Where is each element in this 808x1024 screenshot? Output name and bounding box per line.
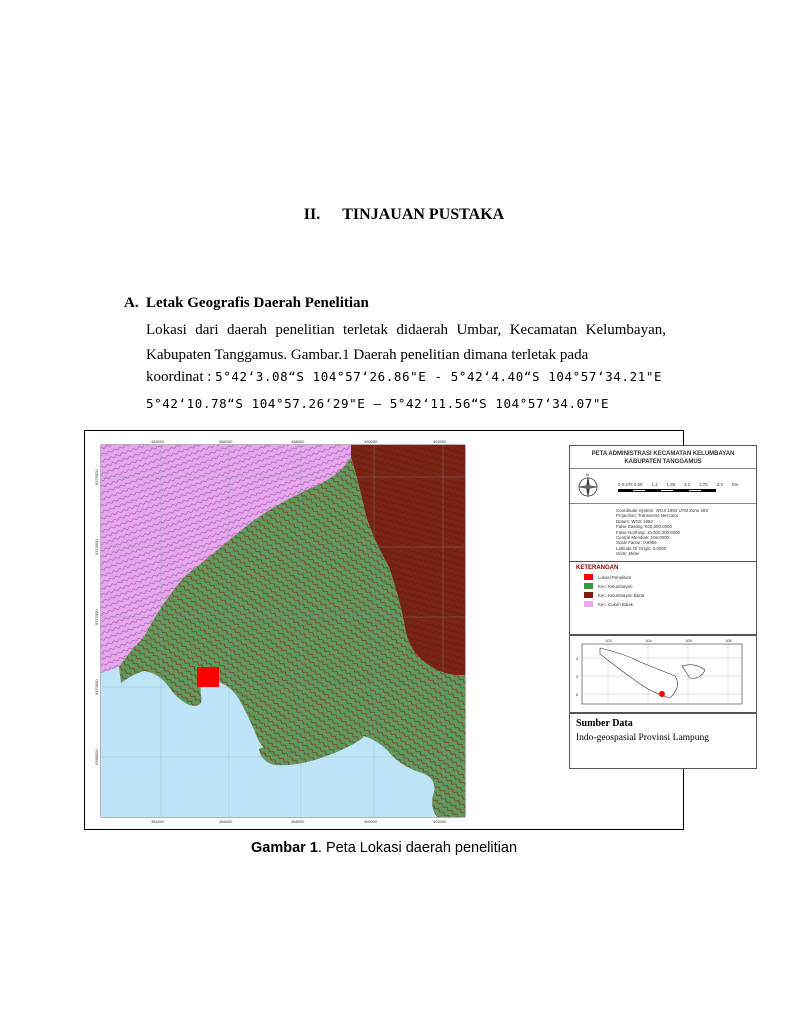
inset-lon-3: 105 (685, 638, 692, 643)
inset-lat-2: 5 (576, 674, 579, 679)
legend-item-2 (584, 583, 756, 589)
x-tick-top-1: 484000 (151, 439, 165, 444)
legend-item-1 (584, 574, 756, 580)
compass-scale-row (570, 468, 756, 503)
chapter-number: II. (303, 206, 321, 223)
legend-swatch-3 (584, 592, 593, 598)
map-title-line-2: KABUPATEN TANGGAMUS (624, 459, 702, 465)
section-heading (124, 295, 369, 312)
legend-label-4: Kec. Cukuh Balak (598, 601, 633, 607)
scale-bar (618, 482, 738, 491)
paragraph-text: Lokasi dari daerah penelitian terletak didaerah Umbar, Kecamatan Kelumbayan, Kabupaten Tanggamus. Gambar.1 Daerah penelitian dimana terletak pada (146, 322, 666, 363)
research-location-marker (197, 667, 219, 687)
info-line-8: Units: Meter (616, 551, 640, 557)
legend-panel (569, 561, 757, 635)
legend-title: KETERANGAN (576, 565, 619, 571)
section-title: Letak Geografis Daerah Penelitian (146, 295, 369, 311)
caption-label: Gambar 1 (250, 840, 318, 856)
x-tick-top-3: 488000 (291, 439, 305, 444)
inset-lat-1: 4 (576, 656, 579, 661)
scale-tick-4: 2.75 (699, 482, 708, 488)
chapter-title: TINJAUAN PUSTAKA (342, 206, 505, 223)
map-title-line-1: PETA ADMINISTRASI KECAMATAN KELUMBAYAN (591, 451, 735, 457)
section-letter: A. (124, 295, 139, 311)
legend-swatch-2 (584, 583, 593, 589)
inset-lon-4: 106 (725, 638, 732, 643)
coordinate-line-1 (146, 369, 662, 386)
projection-info (570, 503, 756, 557)
source-text: Indo-geospasial Provinsi Lampung (576, 733, 709, 743)
map-title (570, 446, 756, 468)
koordinat-label: koordinat : (146, 369, 216, 385)
source-title: Sumber Data (576, 718, 633, 729)
map-title-panel (569, 445, 757, 563)
info-line-5: Central Meridian: 105.0000 (616, 535, 669, 541)
legend-item-3 (584, 592, 756, 598)
legend-label-1: Lokasi Penelitian (598, 574, 632, 580)
info-line-0: Coordinate System: WGS 1984 UTM Zone 48S (616, 508, 709, 513)
y-tick-4: 9370000 (94, 679, 99, 695)
x-tick-top-2: 486000 (219, 439, 233, 444)
scale-tick-2: 1.65 (666, 482, 676, 488)
legend-label-2: Kec. Kelumbayan (598, 583, 633, 589)
inset-location-dot (659, 691, 665, 697)
coordinate-line-2 (146, 396, 609, 413)
north-arrow-icon (574, 473, 602, 501)
info-line-1: Projection: Transverse Mercator (616, 513, 679, 519)
y-tick-2: 9374000 (94, 539, 99, 555)
y-tick-1: 9376000 (94, 469, 99, 485)
scale-tick-0: 0 0.275 0.55 (618, 482, 643, 488)
y-tick-3: 9372000 (94, 609, 99, 625)
map-figure (84, 430, 739, 830)
info-line-2: Datum: WGS 1984 (616, 518, 653, 524)
legend-item-4 (584, 601, 756, 607)
x-tick-bottom-4: 490000 (364, 819, 378, 824)
info-line-3: False Easting: 500,000.0000 (616, 524, 672, 530)
inset-lon-2: 104 (645, 638, 652, 643)
x-tick-bottom-2: 486000 (219, 819, 233, 824)
legend-swatch-4 (584, 601, 593, 607)
inset-map (570, 636, 756, 712)
map-canvas (89, 437, 469, 824)
inset-lon-1: 103 (605, 638, 612, 643)
info-line-4: False Northing: 10,000,000.0000 (616, 529, 680, 535)
scale-unit: Km (731, 482, 739, 488)
scale-tick-1: 1.1 (651, 482, 658, 488)
x-tick-bottom-1: 484000 (151, 819, 165, 824)
info-line-7: Latitude Of Origin: 0.0000 (616, 545, 667, 551)
y-tick-5: 9368000 (94, 749, 99, 765)
x-tick-bottom-3: 488000 (291, 819, 305, 824)
x-tick-top-4: 490000 (364, 439, 378, 444)
north-label: N (586, 472, 589, 477)
scale-tick-5: 3.3 (716, 482, 723, 488)
coordinate-1: 5°42‘3.08“S 104°57‘26.86"E - 5°42‘4.40“S 104°57‘34.21"E (215, 369, 663, 384)
inset-lat-3: 6 (576, 692, 579, 697)
body-paragraph (146, 318, 666, 367)
legend-label-3: Kec. Kelumbayan Barat (598, 592, 645, 598)
caption-text: . Peta Lokasi daerah penelitian (317, 840, 518, 856)
figure-caption (0, 840, 768, 856)
inset-map-panel (569, 635, 757, 713)
source-panel (569, 713, 757, 769)
scale-tick-3: 2.2 (684, 482, 691, 488)
chapter-heading (0, 206, 808, 224)
legend-swatch-1 (584, 574, 593, 580)
info-line-6: Scale Factor: 0.9996 (616, 540, 657, 546)
x-tick-bottom-5: 492000 (433, 819, 447, 824)
coordinate-2: 5°42‘10.78“S 104°57.26‘29"E – 5°42‘11.56“S 104°57‘34.07"E (146, 396, 610, 411)
x-tick-top-5: 492000 (433, 439, 447, 444)
